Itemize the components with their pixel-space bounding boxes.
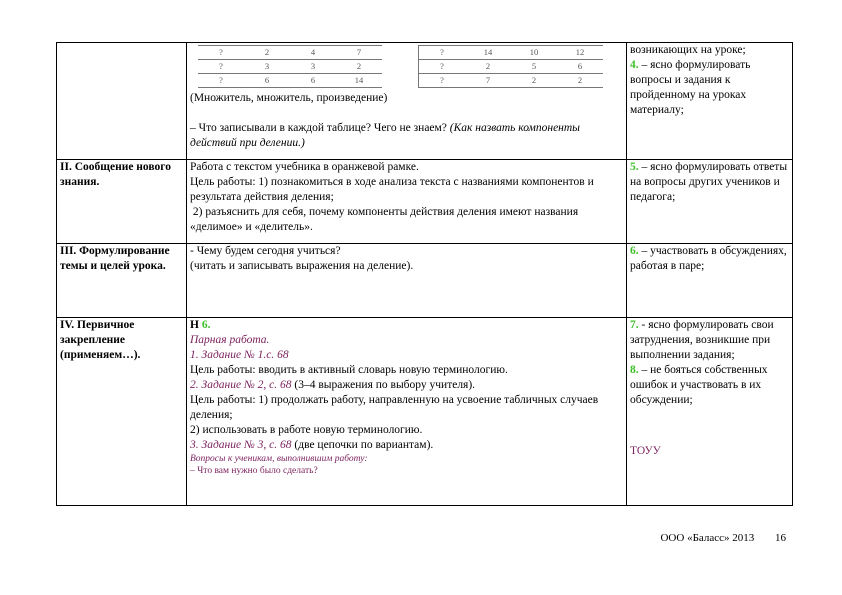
mini-cell: ? [198,60,244,74]
mini-cell: 2 [557,74,603,88]
content-line: – Что записывали в каждой таблице? Чего не знаем? (Как назвать компоненты действий при делении.) [190,122,580,149]
mini-row [419,46,604,60]
mini-cell: ? [419,60,466,74]
mini-cell: 14 [465,46,511,60]
mini-cell: 2 [465,60,511,74]
mini-cell: 2 [336,60,382,74]
mini-cell: ? [198,46,244,60]
content-cell: Работа с текстом учебника в оранжевой рамке. Цель работы: 1) познакомиться в ходе анализа текста с названиями компонентов и результата действия деления; 2) разъяснить для себя, почему компоненты действия деления имеют названия «делимое» и «делитель». [187,160,627,244]
mini-cell: 6 [290,74,336,88]
mini-cell: 4 [290,46,336,60]
content-cell: - Чему будем сегодня учиться? (читать и записывать выражения на деление). [187,244,627,318]
mini-cell: 3 [244,60,290,74]
table-row [57,43,793,160]
mini-row [419,60,604,74]
mini-cell: ? [419,46,466,60]
mini-cell: 10 [511,46,557,60]
table-row [57,244,793,318]
mini-table-right [418,45,603,88]
toyy-label: ТОУУ [630,445,661,457]
publisher: ООО «Баласс» 2013 [660,532,755,544]
stage-cell: II. Сообщение нового знания. [57,160,187,244]
content-line: (Множитель, множитель, произведение) [190,92,388,104]
mini-cell: 6 [557,60,603,74]
page-number: 16 [775,532,786,544]
mini-cell: ? [419,74,466,88]
uud-cell: 7. - ясно формулировать свои затруднения, возникшие при выполнении задания; 8. – не бояться собственных ошибок и участвовать в их обсуждении; ТОУУ [627,318,793,506]
mini-cell: 12 [557,46,603,60]
mini-cell: 2 [244,46,290,60]
mini-cell: 7 [465,74,511,88]
mini-row [198,60,382,74]
mini-row [198,74,382,88]
lesson-table [56,42,793,506]
mini-cell: 6 [244,74,290,88]
uud-cell: 6. – участвовать в обсуждениях, работая в паре; [627,244,793,318]
mini-cell: ? [198,74,244,88]
mini-table-left [198,45,382,88]
stage-cell: IV. Первичное закрепление (применяем…). [57,318,187,506]
mini-row [419,74,604,88]
page-footer [642,532,786,544]
mini-cell: 2 [511,74,557,88]
mini-cell: 3 [290,60,336,74]
stage-cell: III. Формулирование темы и целей урока. [57,244,187,318]
uud-cell: 5. – ясно формулировать ответы на вопросы других учеников и педагога; [627,160,793,244]
mini-cell: 7 [336,46,382,60]
stage-cell [57,43,187,160]
table-row [57,160,793,244]
mini-tables [190,43,624,91]
content-cell: Н 6. Парная работа. 1. Задание № 1.с. 68 Цель работы: вводить в активный словарь новую терминологию. 2. Задание № 2, с. 68 (3–4 выражения по выбору учителя). Цель работы: 1) продолжать работу, направленную на усвоение табличных случаев деления; 2) использовать в работе новую терминологию. 3. Задание № 3, с. 68 (две цепочки по вариантам). Вопросы к ученикам, выполнившим работу: – Что вам нужно было сделать? [187,318,627,506]
uud-cell: возникающих на уроке; 4. – ясно формулировать вопросы и задания к пройденному на уроках материалу; [627,43,793,160]
content-cell [187,43,627,160]
table-row [57,318,793,506]
mini-cell: 14 [336,74,382,88]
mini-cell: 5 [511,60,557,74]
mini-row [198,46,382,60]
